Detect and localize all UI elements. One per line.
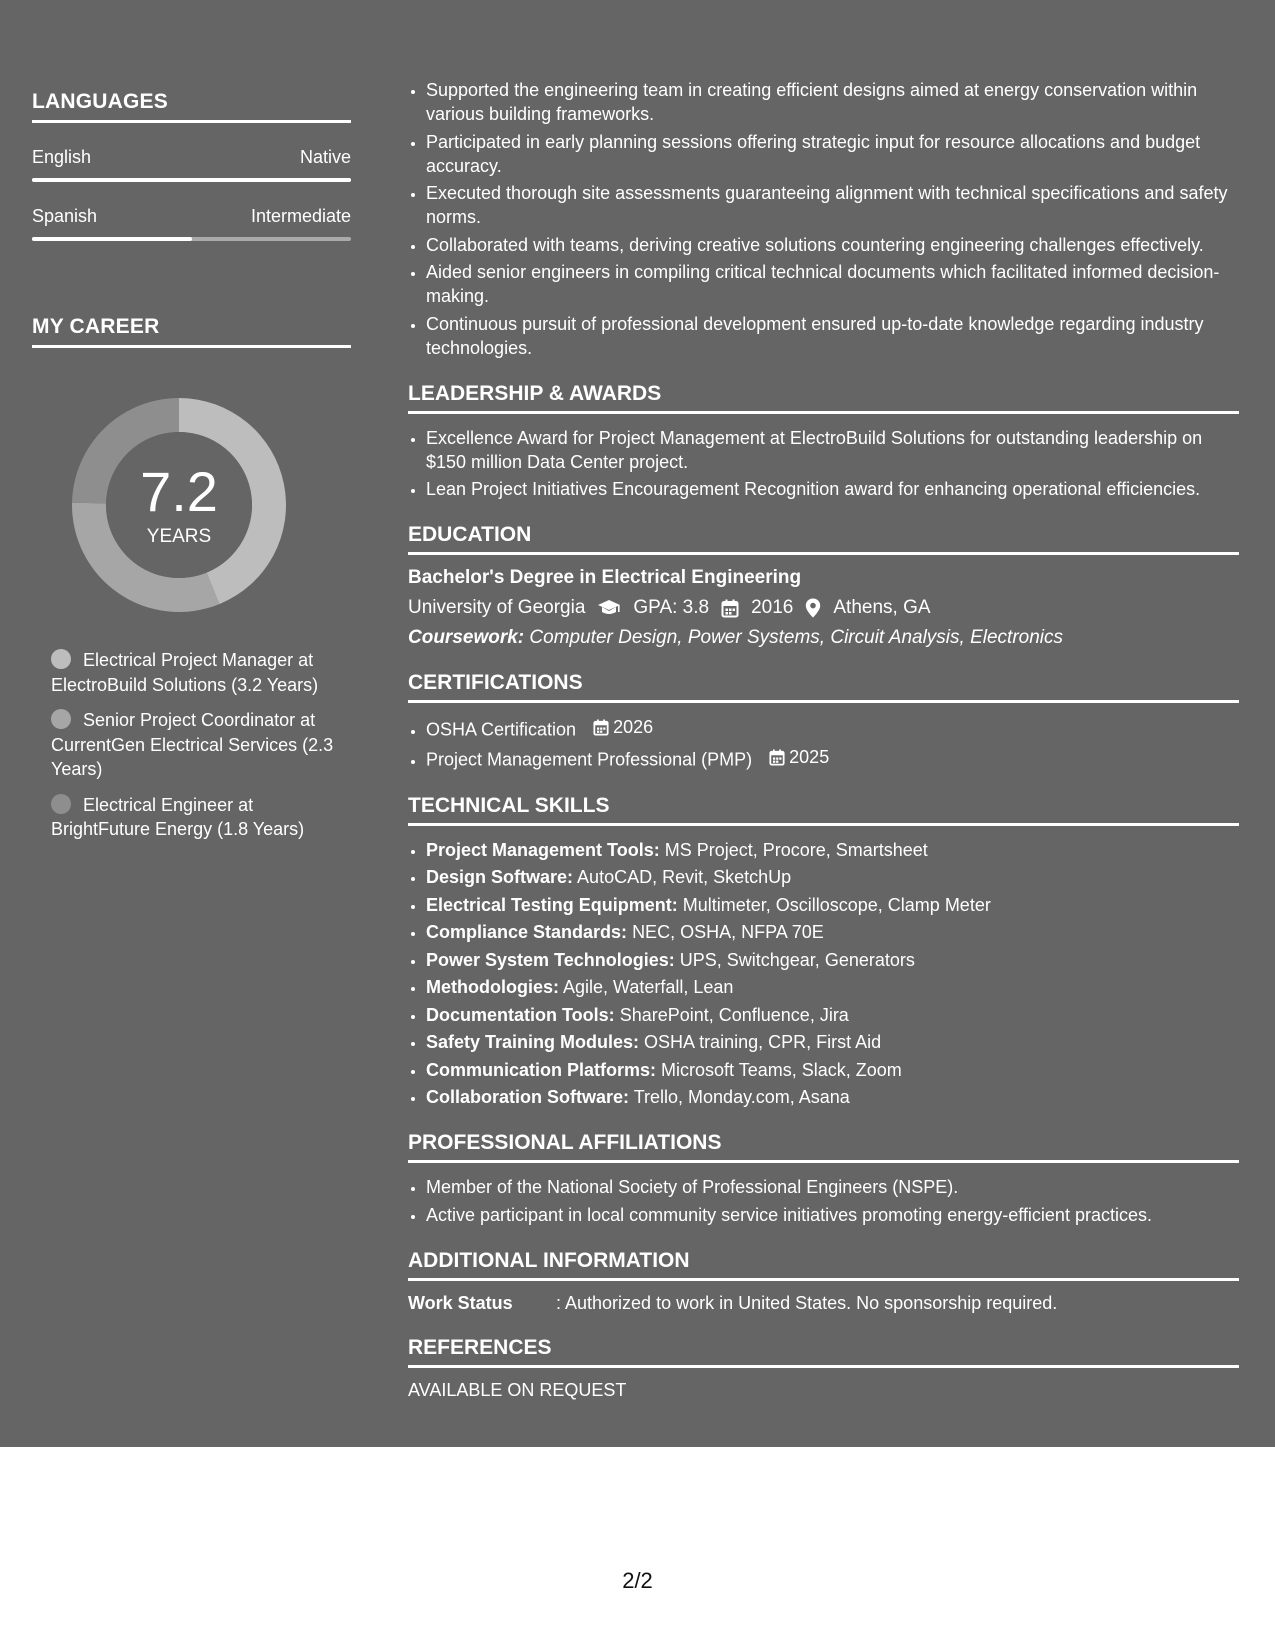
legend-dot-icon bbox=[51, 649, 71, 669]
list-item: • Aided senior engineers in compiling critical technical documents which facilitated informed decision-making. bbox=[426, 260, 1239, 308]
language-item bbox=[32, 206, 351, 241]
experience-bullets bbox=[408, 78, 1239, 360]
list-item bbox=[426, 865, 1239, 889]
education-title: EDUCATION bbox=[408, 523, 1239, 555]
career-donut-chart bbox=[66, 392, 292, 618]
language-name: Spanish bbox=[32, 206, 98, 226]
certification-name: OSHA Certification bbox=[426, 719, 577, 740]
skill-label: Safety Training Modules: bbox=[426, 1032, 640, 1052]
calendar-icon bbox=[721, 599, 739, 618]
affiliations-title: PROFESSIONAL AFFILIATIONS bbox=[408, 1131, 1239, 1163]
skill-label: Methodologies: bbox=[426, 977, 559, 997]
skill-value: Microsoft Teams, Slack, Zoom bbox=[661, 1059, 902, 1080]
list-item: • Executed thorough site assessments guaranteeing alignment with technical specifications and safety norms. bbox=[426, 181, 1239, 229]
list-item bbox=[426, 920, 1239, 944]
legend-dot-icon bbox=[51, 794, 71, 814]
skill-label: Communication Platforms: bbox=[426, 1059, 657, 1080]
career-total-years: 7.2 bbox=[140, 460, 218, 523]
skill-label: Compliance Standards: bbox=[426, 922, 628, 942]
language-item bbox=[32, 147, 351, 182]
page-number: 2/2 bbox=[622, 1568, 653, 1593]
coursework-list: Computer Design, Power Systems, Circuit Analysis, Electronics bbox=[529, 627, 1063, 648]
career-entry bbox=[51, 793, 336, 842]
skills-section bbox=[408, 794, 1239, 1110]
career-years-label: YEARS bbox=[146, 526, 212, 547]
list-item bbox=[426, 948, 1239, 972]
skill-label: Power System Technologies: bbox=[426, 949, 675, 970]
language-proficiency-bar bbox=[32, 237, 351, 241]
language-proficiency-bar bbox=[32, 178, 351, 182]
school-location: Athens, GA bbox=[833, 597, 931, 618]
skill-value: Multimeter, Oscilloscope, Clamp Meter bbox=[682, 894, 991, 915]
languages-title: LANGUAGES bbox=[32, 90, 351, 123]
certification-year: 2026 bbox=[613, 717, 654, 737]
skill-value: Agile, Waterfall, Lean bbox=[563, 977, 734, 997]
certifications-title: CERTIFICATIONS bbox=[408, 671, 1239, 703]
additional-section bbox=[408, 1249, 1239, 1314]
certifications-section bbox=[408, 671, 1239, 772]
language-proficiency-fill bbox=[32, 237, 192, 241]
school-name: University of Georgia bbox=[408, 597, 586, 618]
list-item bbox=[426, 893, 1239, 917]
certification-name: Project Management Professional (PMP) bbox=[426, 749, 753, 770]
career-entry-text: Senior Project Coordinator at CurrentGen Electrical Services (2.3 Years) bbox=[51, 710, 334, 779]
education-section bbox=[408, 523, 1239, 649]
coursework-label: Coursework: bbox=[408, 627, 525, 648]
work-status-label: Work Status bbox=[408, 1292, 513, 1313]
list-item bbox=[426, 715, 1239, 742]
references-section bbox=[408, 1336, 1239, 1401]
language-level: Intermediate bbox=[250, 206, 351, 226]
skill-label: Electrical Testing Equipment: bbox=[426, 894, 678, 915]
work-status-value: : Authorized to work in United States. No sponsorship required. bbox=[556, 1292, 1058, 1313]
skill-label: Project Management Tools: bbox=[426, 839, 660, 860]
additional-title: ADDITIONAL INFORMATION bbox=[408, 1249, 1239, 1281]
list-item: • Active participant in local community service initiatives promoting energy-efficient practices. bbox=[426, 1203, 1239, 1227]
list-item: • Continuous pursuit of professional development ensured up-to-date knowledge regarding industry technologies. bbox=[426, 312, 1239, 360]
legend-dot-icon bbox=[51, 709, 71, 729]
main-content bbox=[408, 78, 1239, 1401]
skill-value: SharePoint, Confluence, Jira bbox=[619, 1004, 849, 1025]
list-item bbox=[426, 838, 1239, 862]
calendar-icon bbox=[593, 719, 609, 736]
skill-value: OSHA training, CPR, First Aid bbox=[644, 1032, 882, 1052]
list-item bbox=[426, 745, 1239, 772]
skill-value: NEC, OSHA, NFPA 70E bbox=[632, 922, 824, 942]
skill-label: Documentation Tools: bbox=[426, 1004, 615, 1025]
list-item bbox=[426, 975, 1239, 999]
skill-value: Trello, Monday.com, Asana bbox=[633, 1087, 850, 1107]
skill-label: Design Software: bbox=[426, 867, 574, 887]
career-entry-text: Electrical Project Manager at ElectroBuild Solutions (3.2 Years) bbox=[51, 650, 319, 695]
calendar-icon bbox=[769, 749, 785, 766]
list-item: • Member of the National Society of Professional Engineers (NSPE). bbox=[426, 1175, 1239, 1199]
graduation-year: 2016 bbox=[751, 597, 794, 618]
references-text: AVAILABLE ON REQUEST bbox=[408, 1379, 627, 1400]
list-item: • Supported the engineering team in creating efficient designs aimed at energy conservation within various building frameworks. bbox=[426, 78, 1239, 126]
list-item bbox=[426, 1030, 1239, 1054]
career-legend bbox=[51, 648, 336, 842]
list-item bbox=[426, 1003, 1239, 1027]
language-proficiency-fill bbox=[32, 178, 351, 182]
map-pin-icon bbox=[805, 598, 821, 618]
career-entry bbox=[51, 708, 336, 782]
coursework bbox=[408, 627, 1239, 649]
leadership-title: LEADERSHIP & AWARDS bbox=[408, 382, 1239, 414]
list-item bbox=[426, 1085, 1239, 1109]
sidebar bbox=[32, 90, 351, 853]
language-level: Native bbox=[299, 147, 351, 167]
skill-value: MS Project, Procore, Smartsheet bbox=[664, 839, 928, 860]
career-title: MY CAREER bbox=[32, 315, 351, 348]
certification-year: 2025 bbox=[789, 747, 830, 767]
education-details bbox=[408, 597, 1239, 619]
list-item: • Lean Project Initiatives Encouragement Recognition award for enhancing operational efficiencies. bbox=[426, 477, 1239, 501]
skill-value: UPS, Switchgear, Generators bbox=[679, 949, 915, 970]
language-name: English bbox=[32, 147, 92, 167]
list-item: • Collaborated with teams, deriving creative solutions countering engineering challenges effectively. bbox=[426, 233, 1239, 257]
skill-label: Collaboration Software: bbox=[426, 1087, 630, 1107]
affiliations-section bbox=[408, 1131, 1239, 1227]
degree-title: Bachelor's Degree in Electrical Engineering bbox=[408, 567, 802, 588]
career-entry bbox=[51, 648, 336, 697]
list-item: • Excellence Award for Project Management at ElectroBuild Solutions for outstanding leadership on $150 million Data Center project. bbox=[426, 426, 1239, 474]
list-item bbox=[426, 1058, 1239, 1082]
leadership-section bbox=[408, 382, 1239, 502]
skills-title: TECHNICAL SKILLS bbox=[408, 794, 1239, 826]
career-entry-text: Electrical Engineer at BrightFuture Energy (1.8 Years) bbox=[51, 794, 305, 839]
references-title: REFERENCES bbox=[408, 1336, 1239, 1368]
gpa: GPA: 3.8 bbox=[633, 597, 710, 618]
list-item: • Participated in early planning sessions offering strategic input for resource allocations and budget accuracy. bbox=[426, 130, 1239, 178]
skill-value: AutoCAD, Revit, SketchUp bbox=[577, 867, 792, 887]
graduation-cap-icon bbox=[597, 599, 621, 617]
